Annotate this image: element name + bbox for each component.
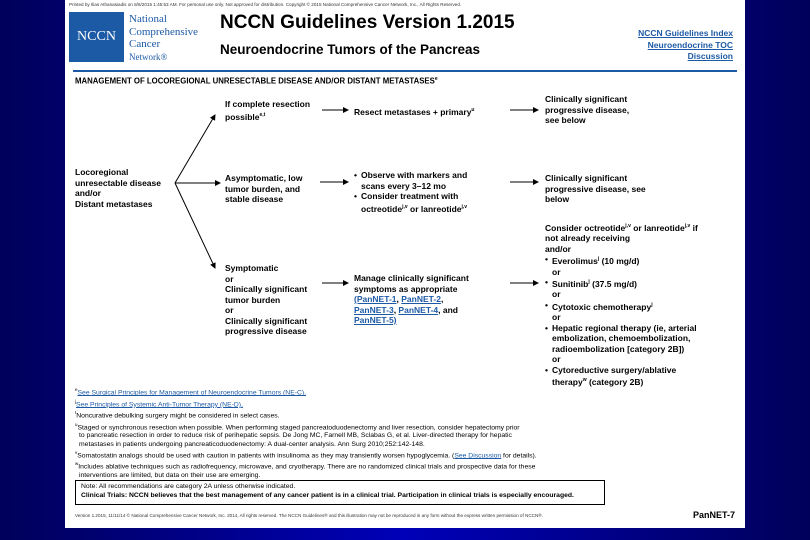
link-guidelines-index[interactable]: NCCN Guidelines Index <box>638 28 733 38</box>
footnote-v: $^v$Somatostatin analogs should be used with caution in patients with insulinoma as they may transiently worsen hypoglycemia. (See Discussion for details). <box>75 449 537 460</box>
note-box: Note: All recommendations are category 2A unless otherwise indicated. Clinical Trials: NCCN believes that the best management of any cancer patient is in a clinical trial. Participation in clinical trials is especially encouraged. <box>75 480 605 505</box>
root-node: Locoregional unresectable disease and/or Distant metastases <box>75 167 161 209</box>
link-pannet-4[interactable]: PanNET-4 <box>398 304 439 315</box>
guideline-title: NCCN Guidelines Version 1.2015 <box>220 12 515 33</box>
copyright-footer: Version 1.2015, 11/11/14 © National Comprehensive Cancer Network, Inc. 2014, All rights reserved. The NCCN Guidelines® and this illustration may not be reproduced in any form without the express written permission of NCCN®. <box>75 513 543 518</box>
org-line: Cancer <box>129 38 161 50</box>
arrow-root-to-resection <box>175 115 215 183</box>
resect-metastases-node: Resect metastases + primary$^u$ <box>354 106 475 117</box>
footnote-u: $^u$Staged or synchronous resection when possible. When performing staged pancreatoduodenectomy and liver resection, consider hepatectomy prior <box>75 421 520 431</box>
guideline-page <box>65 0 745 528</box>
footnotes <box>75 386 740 480</box>
link-pannet-5[interactable]: PanNET-5) <box>354 315 397 325</box>
resection-possible-node: If complete resection possible$^{e,t}$ <box>225 99 311 122</box>
footnote-w: $^w$Includes ablative techniques such as radiofrequency, microwave, and cryotherapy. There are no randomized clinical trials and prospective data for these <box>75 461 536 471</box>
footnote-u-cont: to pancreatic resection in order to reduce risk of perihepatic sepsis. De Jong MC, Farnell MB, Sclabas G, et al. Liver-directed therapy for hepatic <box>79 432 512 440</box>
org-line: National <box>129 13 167 25</box>
link-pannet-3[interactable]: PanNET-3 <box>354 304 394 315</box>
org-line: Network® <box>129 51 168 62</box>
org-line: Comprehensive <box>129 25 199 38</box>
link-discussion[interactable]: Discussion <box>687 51 733 61</box>
symptomatic-node: Symptomatic or Clinically significant tumor burden or Clinically significant progressive disease <box>225 263 308 336</box>
treatment-options-node: Consider octreotide$^{j,v}$ or lanreotide$^{j,v}$ if not already receiving and/or • Everolimus$^j$ (10 mg/d) or • Sunitinib$^j$ (37.5 mg/d) or • Cytotoxic chemotherapy$^j$ or • Hepatic regional therapy (ie, arterial embolization, chemoembolization, radioembolization [category 2B]) or • Cytoreductive surgery/ablative therapy$^w$ (category 2B) <box>545 221 740 388</box>
page-id: PanNET-7 <box>692 510 735 520</box>
link-neuroendocrine-toc[interactable]: Neuroendocrine TOC <box>647 39 733 50</box>
section-title: MANAGEMENT OF LOCOREGIONAL UNRESECTABLE DISEASE AND/OR DISTANT METASTASES$^e$ <box>75 76 438 86</box>
asymptomatic-outcome-node: Clinically significant progressive disease, see below <box>545 173 646 204</box>
link-pannet-1[interactable]: (PanNET-1 <box>354 294 397 304</box>
manage-symptoms-node: Manage clinically significant symptoms as appropriate (PanNET-1, PanNET-2, PanNET-3, PanNET-4, and PanNET-5) <box>354 273 469 325</box>
footnote-t: $^t$Noncurative debulking surgery might be considered in select cases. <box>75 410 280 420</box>
footnote-j: $^j$See Principles of Systemic Anti-Tumor Therapy (NE-D). <box>75 398 243 408</box>
link-see-discussion[interactable]: See Discussion <box>454 452 502 460</box>
asymptomatic-node: Asymptomatic, low tumor burden, and stable disease <box>225 173 303 204</box>
logo-mark: NCCN <box>77 29 116 44</box>
footnote-u-cont: metastases in patients undergoing pancreaticoduodenectomy: A dual-center analysis. Ann Surg 2010;252:142-148. <box>79 440 425 448</box>
link-pannet-2[interactable]: PanNET-2 <box>401 294 441 304</box>
guideline-subtitle: Neuroendocrine Tumors of the Pancreas <box>220 42 481 57</box>
arrow-root-to-symptomatic <box>175 183 215 268</box>
resection-outcome-node: Clinically significant progressive disease, see below <box>545 94 630 125</box>
footnote-e: $^e$See Surgical Principles for Management of Neuroendocrine Tumors (NE-C). <box>75 387 307 397</box>
footnote-w-cont: interventions are limited, but data on their use are emerging. <box>79 471 261 479</box>
observe-node: • Observe with markers and scans every 3–12 mo • Consider treatment with octreotide$^{j,v}$ or lanreotide$^{j,v}$ <box>354 170 467 214</box>
printed-by-line: Printed by Ilias Athanasiadis on 8/6/2015 1:45:53 AM. For personal use only. Not approved for distribution. Copyright © 2015 National Comprehensive Cancer Network, Inc., All Rights Reserved. <box>69 2 462 7</box>
